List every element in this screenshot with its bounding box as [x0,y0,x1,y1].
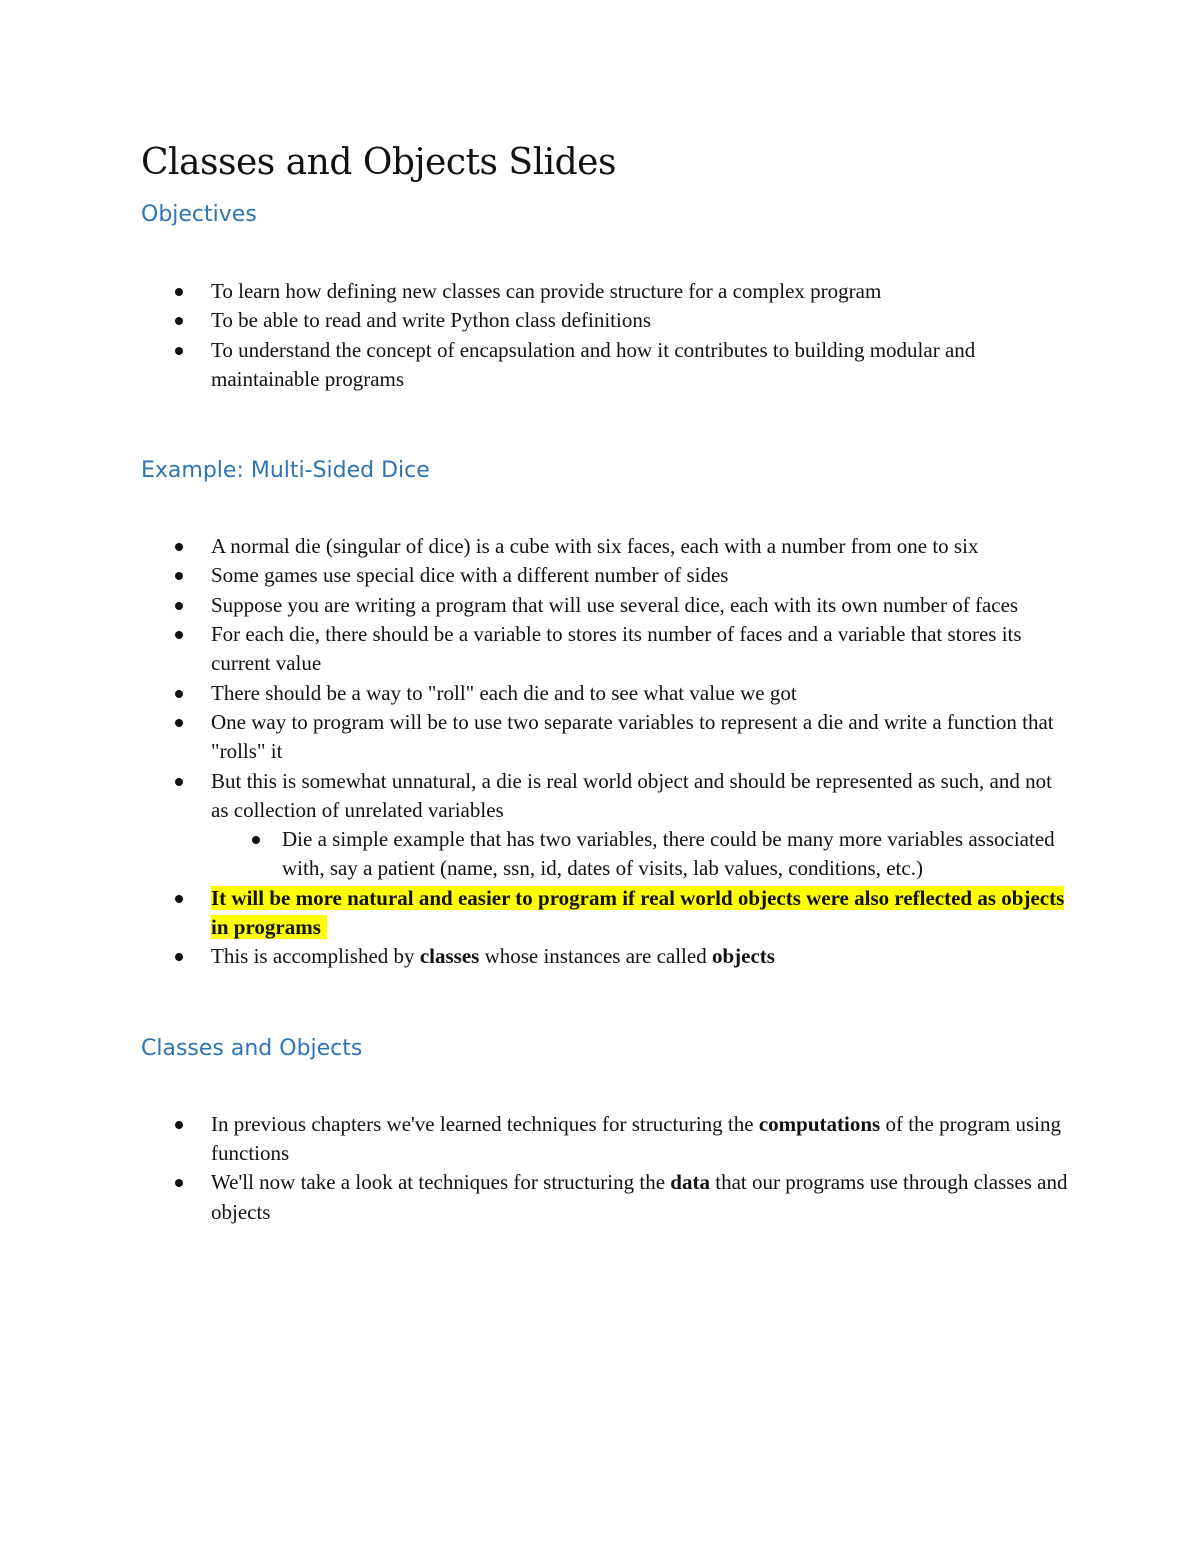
page-title: Classes and Objects Slides [141,142,616,183]
list-item: Suppose you are writing a program that will use several dice, each with its own number of faces [141,591,1071,620]
list-item: For each die, there should be a variable to stores its number of faces and a variable that stores its current value [141,620,1071,679]
section-heading-classes-and-objects: Classes and Objects [141,1035,363,1061]
list-item: To understand the concept of encapsulation and how it contributes to building modular and maintainable programs [141,336,1071,395]
list-item [141,1168,1071,1227]
text-run: whose instances are called [479,944,712,969]
highlighted-text: It will be more natural and easier to program if real world objects were also reflected as objects in programs [211,885,1065,940]
list-item: One way to program will be to use two separate variables to represent a die and write a function that "rolls" it [141,708,1071,767]
list-item: There should be a way to "roll" each die and to see what value we got [141,679,1071,708]
bold-term-computations: computations [758,1111,881,1136]
example-list [141,532,1071,971]
highlighted-list-item [141,884,1071,943]
text-run: that our programs use through classes and objects [211,1170,1068,1224]
list-item: A normal die (singular of dice) is a cube with six faces, each with a number from one to six [141,532,1071,561]
text-run: This is accomplished by [211,944,420,969]
list-item: To learn how defining new classes can provide structure for a complex program [141,277,1071,306]
list-item [141,942,1071,971]
document-body [141,138,1071,1227]
section-heading-objectives: Objectives [141,202,257,227]
bold-term-objects: objects [711,944,775,969]
list-item [141,1110,1071,1169]
list-item: Some games use special dice with a different number of sides [141,561,1071,590]
text-run: We'll now take a look at techniques for structuring the [211,1170,671,1195]
list-item: To be able to read and write Python class definitions [141,306,1071,335]
objectives-list [141,277,1071,394]
classes-objects-list [141,1110,1071,1227]
bold-term-data: data [670,1170,710,1195]
text-run: In previous chapters we've learned techniques for structuring the [211,1111,759,1136]
list-item: But this is somewhat unnatural, a die is real world object and should be represented as such, and not as collection of unrelated variables [141,767,1071,826]
bold-term-classes: classes [419,944,480,969]
section-heading-example: Example: Multi-Sided Dice [141,458,430,484]
text-run: of the program using functions [211,1111,1061,1165]
sub-list-item: Die a simple example that has two variables, there could be many more variables associated with, say a patient (name, ssn, id, dates of visits, lab values, conditions, etc.) [141,825,1071,884]
